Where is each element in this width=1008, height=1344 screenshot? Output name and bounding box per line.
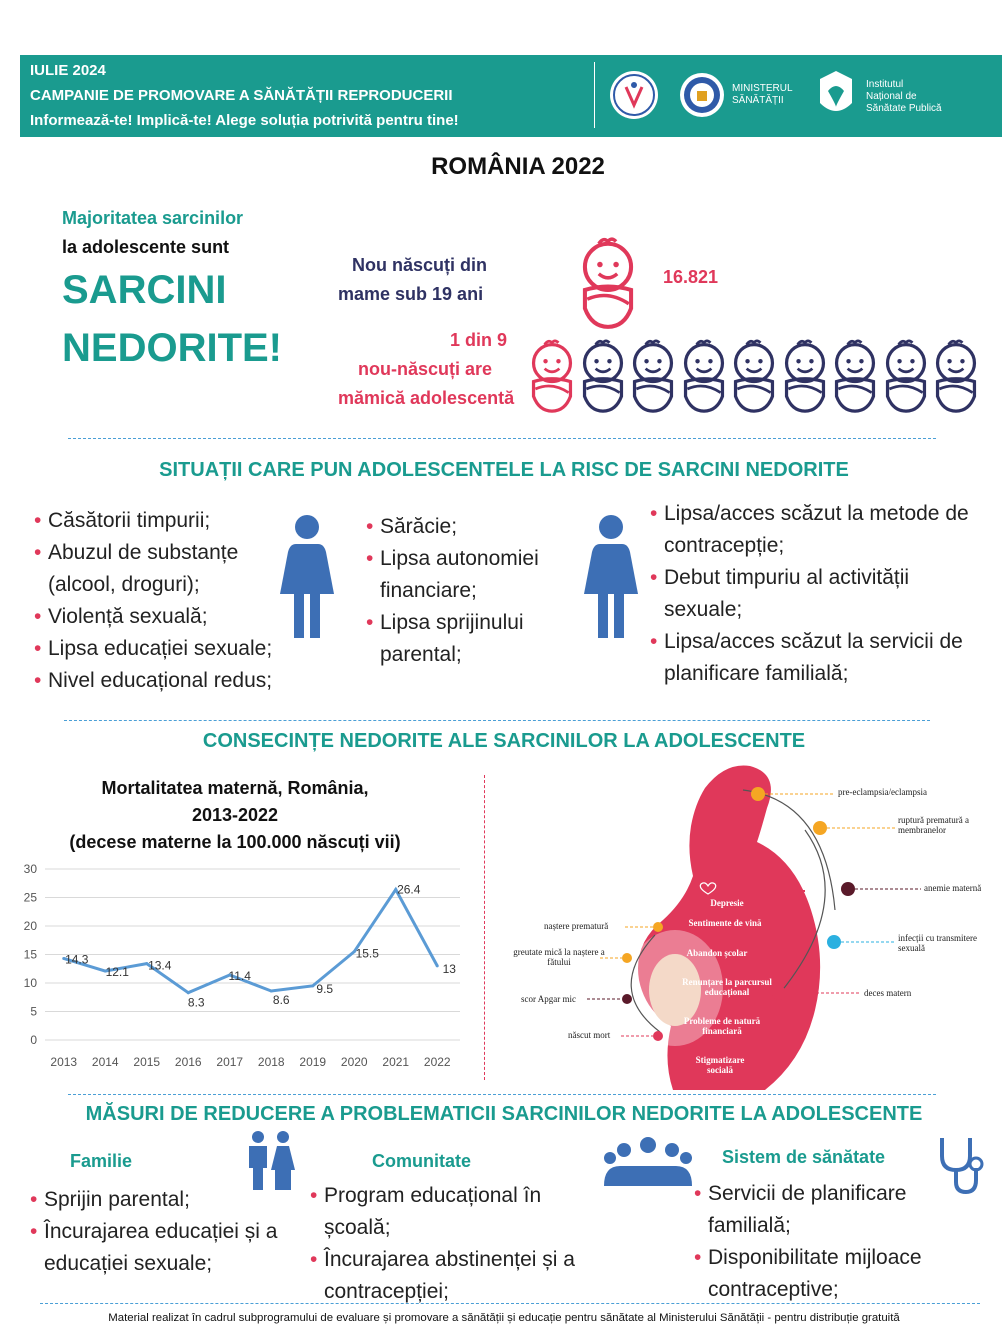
x-tick-label: 2019 <box>299 1055 327 1069</box>
y-tick-label: 10 <box>23 976 37 990</box>
risk-list-3 <box>650 498 990 690</box>
header-divider <box>594 62 595 128</box>
x-tick-label: 2015 <box>133 1055 161 1069</box>
list-item: • Nivel educațional redus; <box>34 665 284 697</box>
intro-line2: la adolescente sunt <box>62 237 230 257</box>
chart-title <box>20 775 450 856</box>
body-label: Sentimente de vină <box>688 918 762 928</box>
x-tick-label: 2017 <box>216 1055 244 1069</box>
list-item: • Încurajarea educației și a educației sexuale; <box>30 1216 300 1280</box>
body-label: Probleme de natură financiară <box>683 1016 761 1036</box>
maternal-mortality-chart <box>0 855 480 1080</box>
list-item: • Încurajarea abstinenței și a contracepției; <box>310 1244 600 1308</box>
x-tick-label: 2021 <box>382 1055 410 1069</box>
woman-icon <box>582 514 640 645</box>
risk-label-left: scor Apgar mic <box>521 994 576 1004</box>
divider-4 <box>40 1303 980 1304</box>
stat1-label-line1: Nou născuți din <box>352 255 487 275</box>
y-tick-label: 25 <box>23 890 37 905</box>
body-label: Stigmatizare socială <box>695 1055 745 1075</box>
body-label: Abandon școlar <box>686 948 748 958</box>
insp-name-line1: Institutul <box>866 79 904 90</box>
insp-logo <box>816 69 856 121</box>
baby-icon <box>932 338 980 419</box>
family-list <box>30 1184 300 1280</box>
risk-label-right: ruptură prematură a membranelor <box>898 815 969 835</box>
x-tick-label: 2020 <box>340 1055 368 1069</box>
data-label: 15.5 <box>355 946 379 961</box>
chart-title-line3: (decese materne la 100.000 născuți vii) <box>69 832 401 852</box>
x-tick-label: 2014 <box>91 1055 119 1069</box>
baby-icon <box>781 338 829 419</box>
data-point <box>436 964 439 967</box>
y-tick-label: 5 <box>30 1004 37 1019</box>
vertical-divider <box>484 775 485 1080</box>
data-label: 13.4 <box>148 958 172 973</box>
intro-big-line2: NEDORITE! <box>62 326 282 370</box>
data-label: 8.6 <box>272 992 290 1007</box>
baby-icon <box>882 338 930 419</box>
data-label: 11.4 <box>228 969 251 984</box>
data-label: 8.3 <box>187 995 205 1010</box>
campaign-slogan: Informează-te! Implică-te! Alege soluția potrivită pentru tine! <box>30 112 459 129</box>
community-icon <box>602 1136 694 1193</box>
list-item: • Lipsa/acces scăzut la servicii de planificare familială; <box>650 626 990 690</box>
list-item: • Debut timpuriu al activității sexuale; <box>650 562 990 626</box>
data-label: 14.3 <box>65 952 89 967</box>
y-tick-label: 20 <box>23 919 37 933</box>
chart-title-line1: Mortalitatea maternă, România, <box>101 778 369 798</box>
baby-icon <box>579 338 627 419</box>
family-title: Familie <box>70 1151 133 1171</box>
risk-label-left: naștere prematură <box>544 921 609 931</box>
baby-icon <box>528 338 576 419</box>
y-tick-label: 0 <box>30 1033 37 1047</box>
measures-title: MĂSURI DE REDUCERE A PROBLEMATICII SARCINILOR NEDORITE LA ADOLESCENTE <box>85 1103 923 1125</box>
stat2-label-line3: mămică adolescentă <box>338 388 515 408</box>
insp-name-line2: Național de <box>866 91 917 102</box>
list-item: • Lipsa educației sexuale; <box>34 633 284 665</box>
list-item: • Lipsa sprijinului parental; <box>366 607 576 671</box>
list-item: • Violență sexuală; <box>34 601 284 633</box>
data-label: 9.5 <box>316 981 334 996</box>
risk-list-2 <box>366 511 576 671</box>
baby-row <box>528 338 988 418</box>
list-item: • Lipsa autonomiei financiare; <box>366 543 576 607</box>
intro-line1: Majoritatea sarcinilor <box>62 208 244 228</box>
list-item: • Căsătorii timpurii; <box>34 505 284 537</box>
baby-icon <box>680 338 728 419</box>
x-tick-label: 2022 <box>423 1055 451 1069</box>
risk-title: SITUAȚII CARE PUN ADOLESCENTELE LA RISC DE SARCINI NEDORITE <box>159 459 849 481</box>
data-label: 12.1 <box>105 965 129 980</box>
insp-name-line3: Sănătate Publică <box>866 103 942 114</box>
list-item: • Disponibilitate mijloace contraceptive; <box>694 1242 984 1306</box>
consequences-title: CONSECINȚE NEDORITE ALE SARCINILOR LA ADOLESCENTE <box>202 730 806 752</box>
ministry-name-line2: SĂNĂTĂȚII <box>732 95 784 106</box>
divider-3 <box>68 1094 936 1095</box>
ministry-logo <box>680 73 724 117</box>
baby-icon-large <box>578 235 638 336</box>
footer-note: Material realizat în cadrul subprogramului de evaluare și promovare a sănătății și educație pentru sănătate al Ministerului Sănătății - pentru distribuție gratuită <box>108 1312 900 1324</box>
risk-label-left: greutate mică la naștere a fătului <box>513 947 605 967</box>
health-list <box>694 1178 984 1306</box>
x-tick-label: 2013 <box>50 1055 78 1069</box>
ministry-name-line1: MINISTERUL <box>732 83 793 94</box>
stat2-label-line2: nou-născuți are <box>358 359 493 379</box>
data-point <box>311 984 314 987</box>
x-tick-label: 2016 <box>174 1055 202 1069</box>
campaign-date: IULIE 2024 <box>30 62 106 79</box>
header-banner <box>20 55 1002 137</box>
stat2-label-line1: 1 din 9 <box>450 330 508 350</box>
chart-title-line2: 2013-2022 <box>191 805 279 825</box>
list-item: • Sărăcie; <box>366 511 576 543</box>
page-title: ROMÂNIA 2022 <box>431 153 605 180</box>
list-item: • Servicii de planificare familială; <box>694 1178 984 1242</box>
data-point <box>187 991 190 994</box>
society-logo <box>610 71 658 119</box>
baby-icon <box>629 338 677 419</box>
stat1-value: 16.821 <box>663 267 719 287</box>
health-title: Sistem de sănătate <box>722 1147 886 1167</box>
community-title: Comunitate <box>372 1151 471 1171</box>
list-item: • Program educațional în școală; <box>310 1180 600 1244</box>
data-label: 13 <box>442 961 456 976</box>
risk-label-right: pre-eclampsia/eclampsia <box>838 787 927 797</box>
woman-icon <box>278 514 336 645</box>
baby-icon <box>730 338 778 419</box>
y-tick-label: 30 <box>23 862 37 876</box>
community-list <box>310 1180 600 1308</box>
divider-2 <box>64 720 930 721</box>
risk-label-right: infecții cu transmitere sexuală <box>898 933 977 953</box>
risk-label-right: anemie maternă <box>924 883 982 893</box>
risk-label-left: născut mort <box>568 1030 611 1040</box>
list-item: • Lipsa/acces scăzut la metode de contracepție; <box>650 498 990 562</box>
divider-1 <box>68 438 936 439</box>
list-item: • Abuzul de substanțe (alcool, droguri); <box>34 537 284 601</box>
x-tick-label: 2018 <box>257 1055 285 1069</box>
stat1-label-line2: mame sub 19 ani <box>338 284 484 304</box>
intro-big-line1: SARCINI <box>62 268 227 312</box>
baby-icon <box>831 338 879 419</box>
risk-label-right: deces matern <box>864 988 912 998</box>
body-label: Depresie <box>710 898 744 908</box>
data-label: 26.4 <box>397 882 421 897</box>
body-label: Renunțare la parcursul educațional <box>682 977 772 997</box>
campaign-title: CAMPANIE DE PROMOVARE A SĂNĂTĂȚII REPRODUCERII <box>30 87 453 104</box>
list-item: • Sprijin parental; <box>30 1184 300 1216</box>
y-tick-label: 15 <box>23 947 37 962</box>
risk-list-1 <box>34 505 284 697</box>
